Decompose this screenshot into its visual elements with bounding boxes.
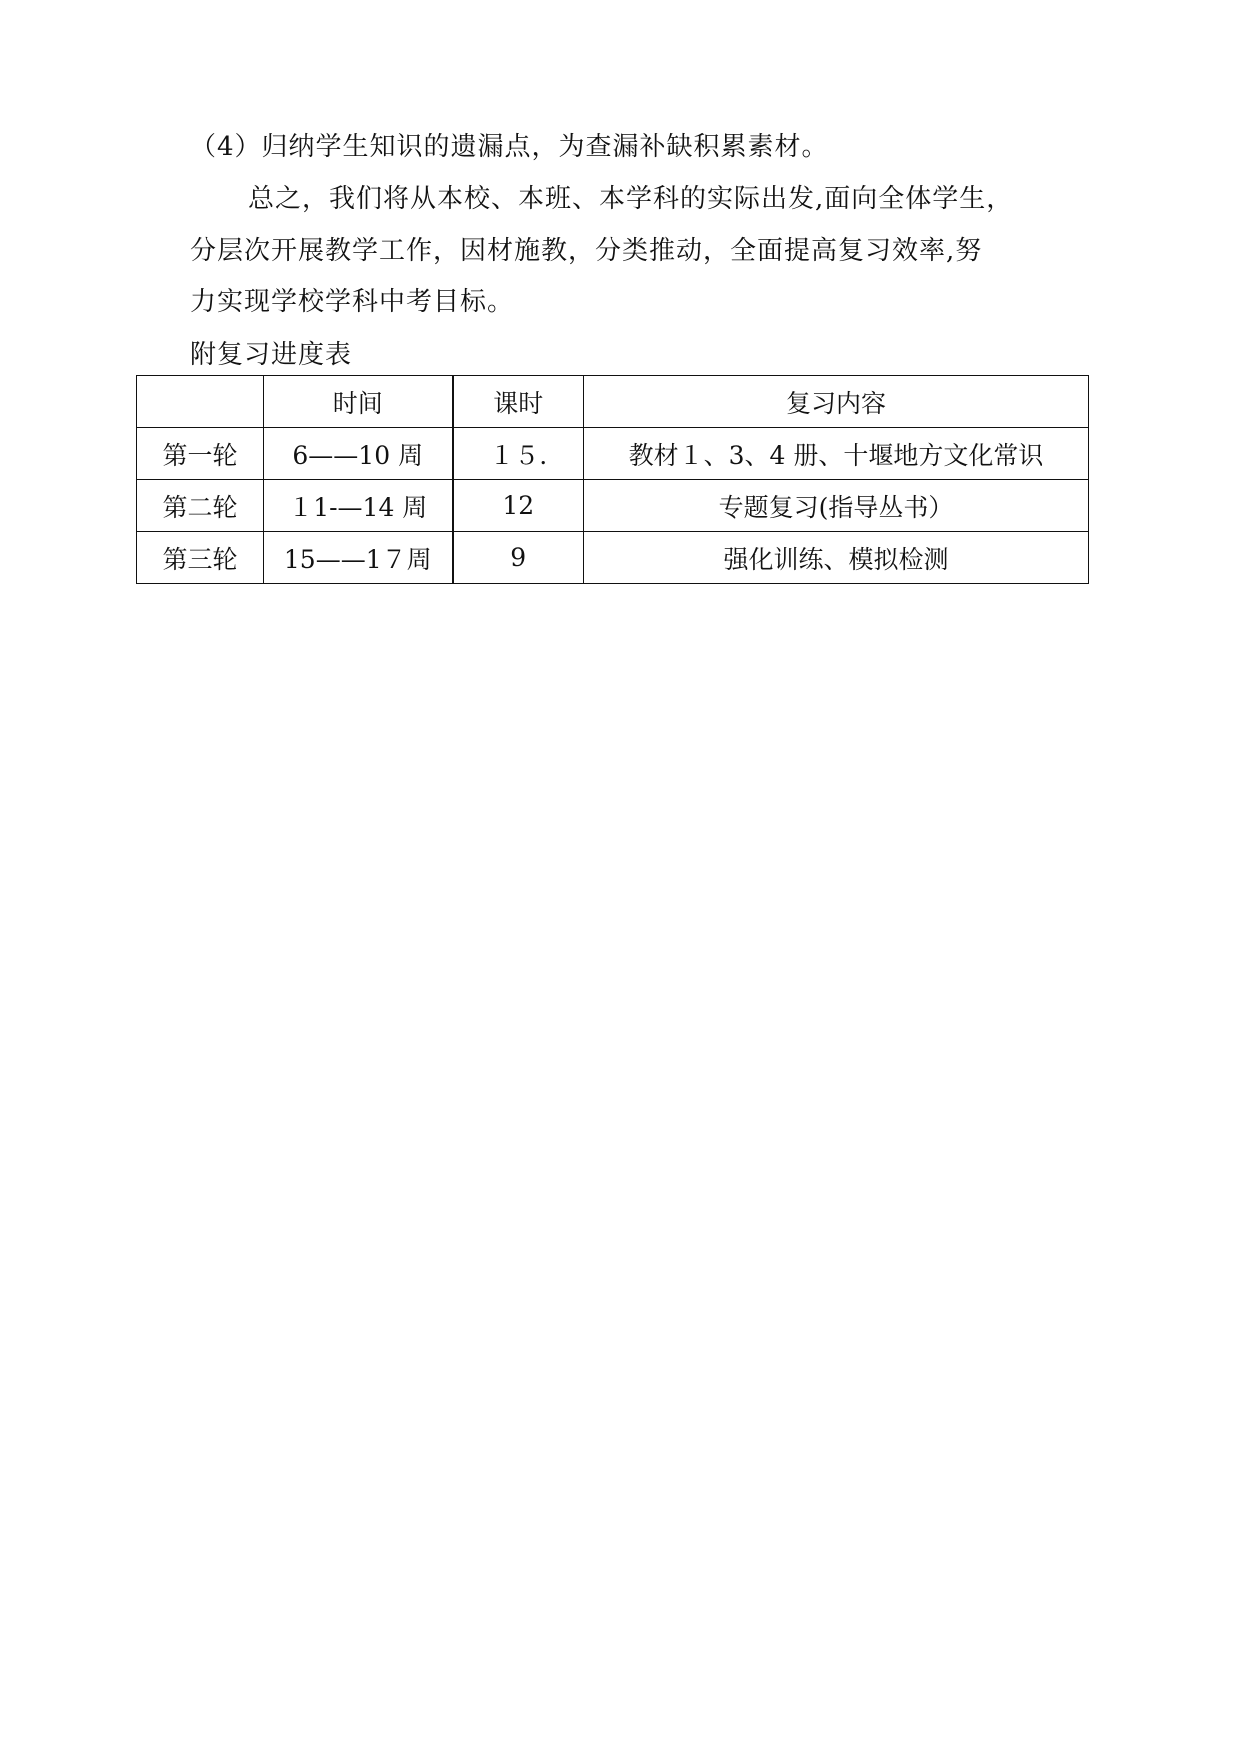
table-caption: 附复习进度表 (190, 340, 353, 370)
summary-line-3: 力实现学校学科中考目标。 (190, 287, 515, 317)
time-cell: 6——10 周 (264, 428, 453, 480)
paragraph-item-4: （4）归纳学生知识的遗漏点，为查漏补缺积累素材。 (190, 132, 829, 162)
summary-line-1: 总之，我们将从本校、本班、本学科的实际出发,面向全体学生， (248, 184, 1014, 214)
table-row (137, 532, 1089, 584)
hours-cell: １５. (453, 428, 584, 480)
table-header-row (137, 376, 1089, 428)
round-cell: 第一轮 (137, 428, 264, 480)
table-row (137, 480, 1089, 532)
review-schedule-table (136, 375, 1089, 584)
table-row (137, 428, 1089, 480)
content-cell: 强化训练、模拟检测 (584, 532, 1089, 584)
hours-cell: 12 (453, 480, 584, 532)
round-cell: 第三轮 (137, 532, 264, 584)
round-cell: 第二轮 (137, 480, 264, 532)
header-cell-round (137, 376, 264, 428)
summary-line-2: 分层次开展教学工作，因材施教，分类推动，全面提高复习效率,努 (190, 236, 983, 266)
content-cell: 专题复习(指导丛书） (584, 480, 1089, 532)
hours-cell: 9 (453, 532, 584, 584)
header-cell-hours: 课时 (453, 376, 584, 428)
time-cell: 15——1７周 (264, 532, 453, 584)
header-cell-content: 复习内容 (584, 376, 1089, 428)
header-cell-time: 时间 (264, 376, 453, 428)
time-cell: １1-—14 周 (264, 480, 453, 532)
content-cell: 教材１、3、4 册、十堰地方文化常识 (584, 428, 1089, 480)
